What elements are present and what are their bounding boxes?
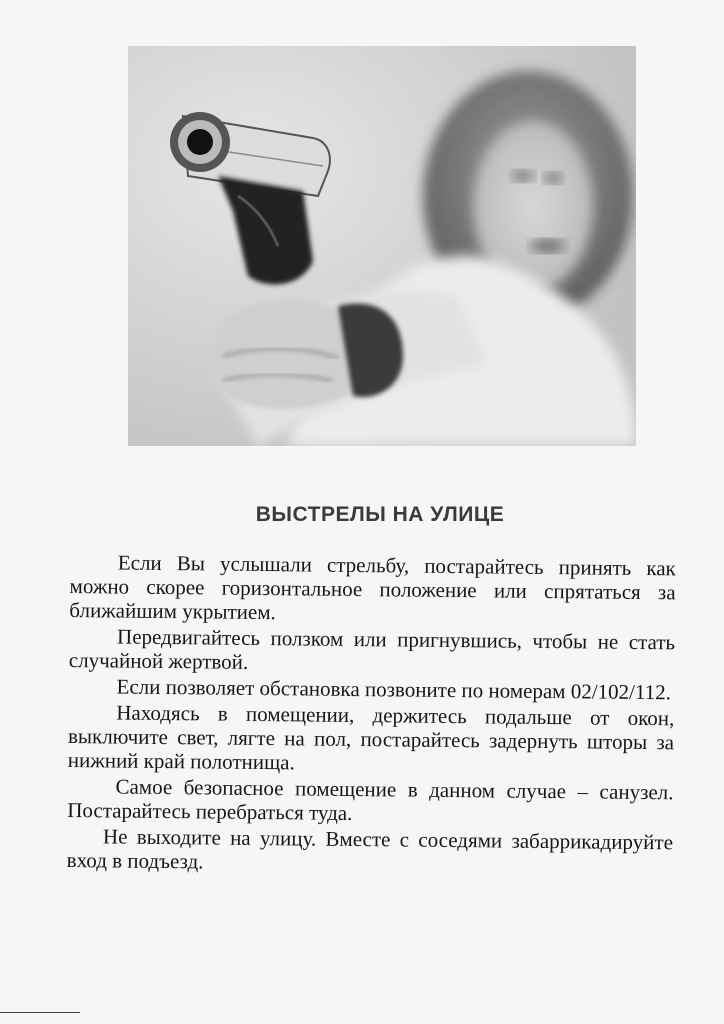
paragraph-3: Если позволяет обстановка позвоните по номерам 02/102/112.: [116, 674, 672, 705]
paragraph-6: Не выходите на улицу. Вместе с соседями забаррикадируйте вход в подъезд.: [66, 824, 674, 874]
paragraph-4: Находясь в помещении, держитесь подальше от окон, выключите свет, лягте на пол, постарайтесь задернуть шторы за нижний край полотнища.: [67, 700, 675, 775]
paragraph-2: Передвигайтесь ползком или пригнувшись, чтобы не стать случайной жертвой.: [68, 624, 676, 674]
paragraph-1: Если Вы услышали стрельбу, постарайтесь принять как можно скорее горизонтальное положение или спрятаться за ближайшим укрытием.: [69, 550, 676, 625]
pistol-photo-icon: [128, 46, 636, 446]
pistol-photo: [128, 46, 636, 446]
scan-edge-line: [0, 1012, 80, 1013]
instructions-text: [67, 550, 676, 880]
page-title: ВЫСТРЕЛЫ НА УЛИЦЕ: [255, 503, 505, 526]
paragraph-5: Самое безопасное помещение в данном случае – санузел. Постарайтесь перебраться туда.: [67, 774, 674, 825]
